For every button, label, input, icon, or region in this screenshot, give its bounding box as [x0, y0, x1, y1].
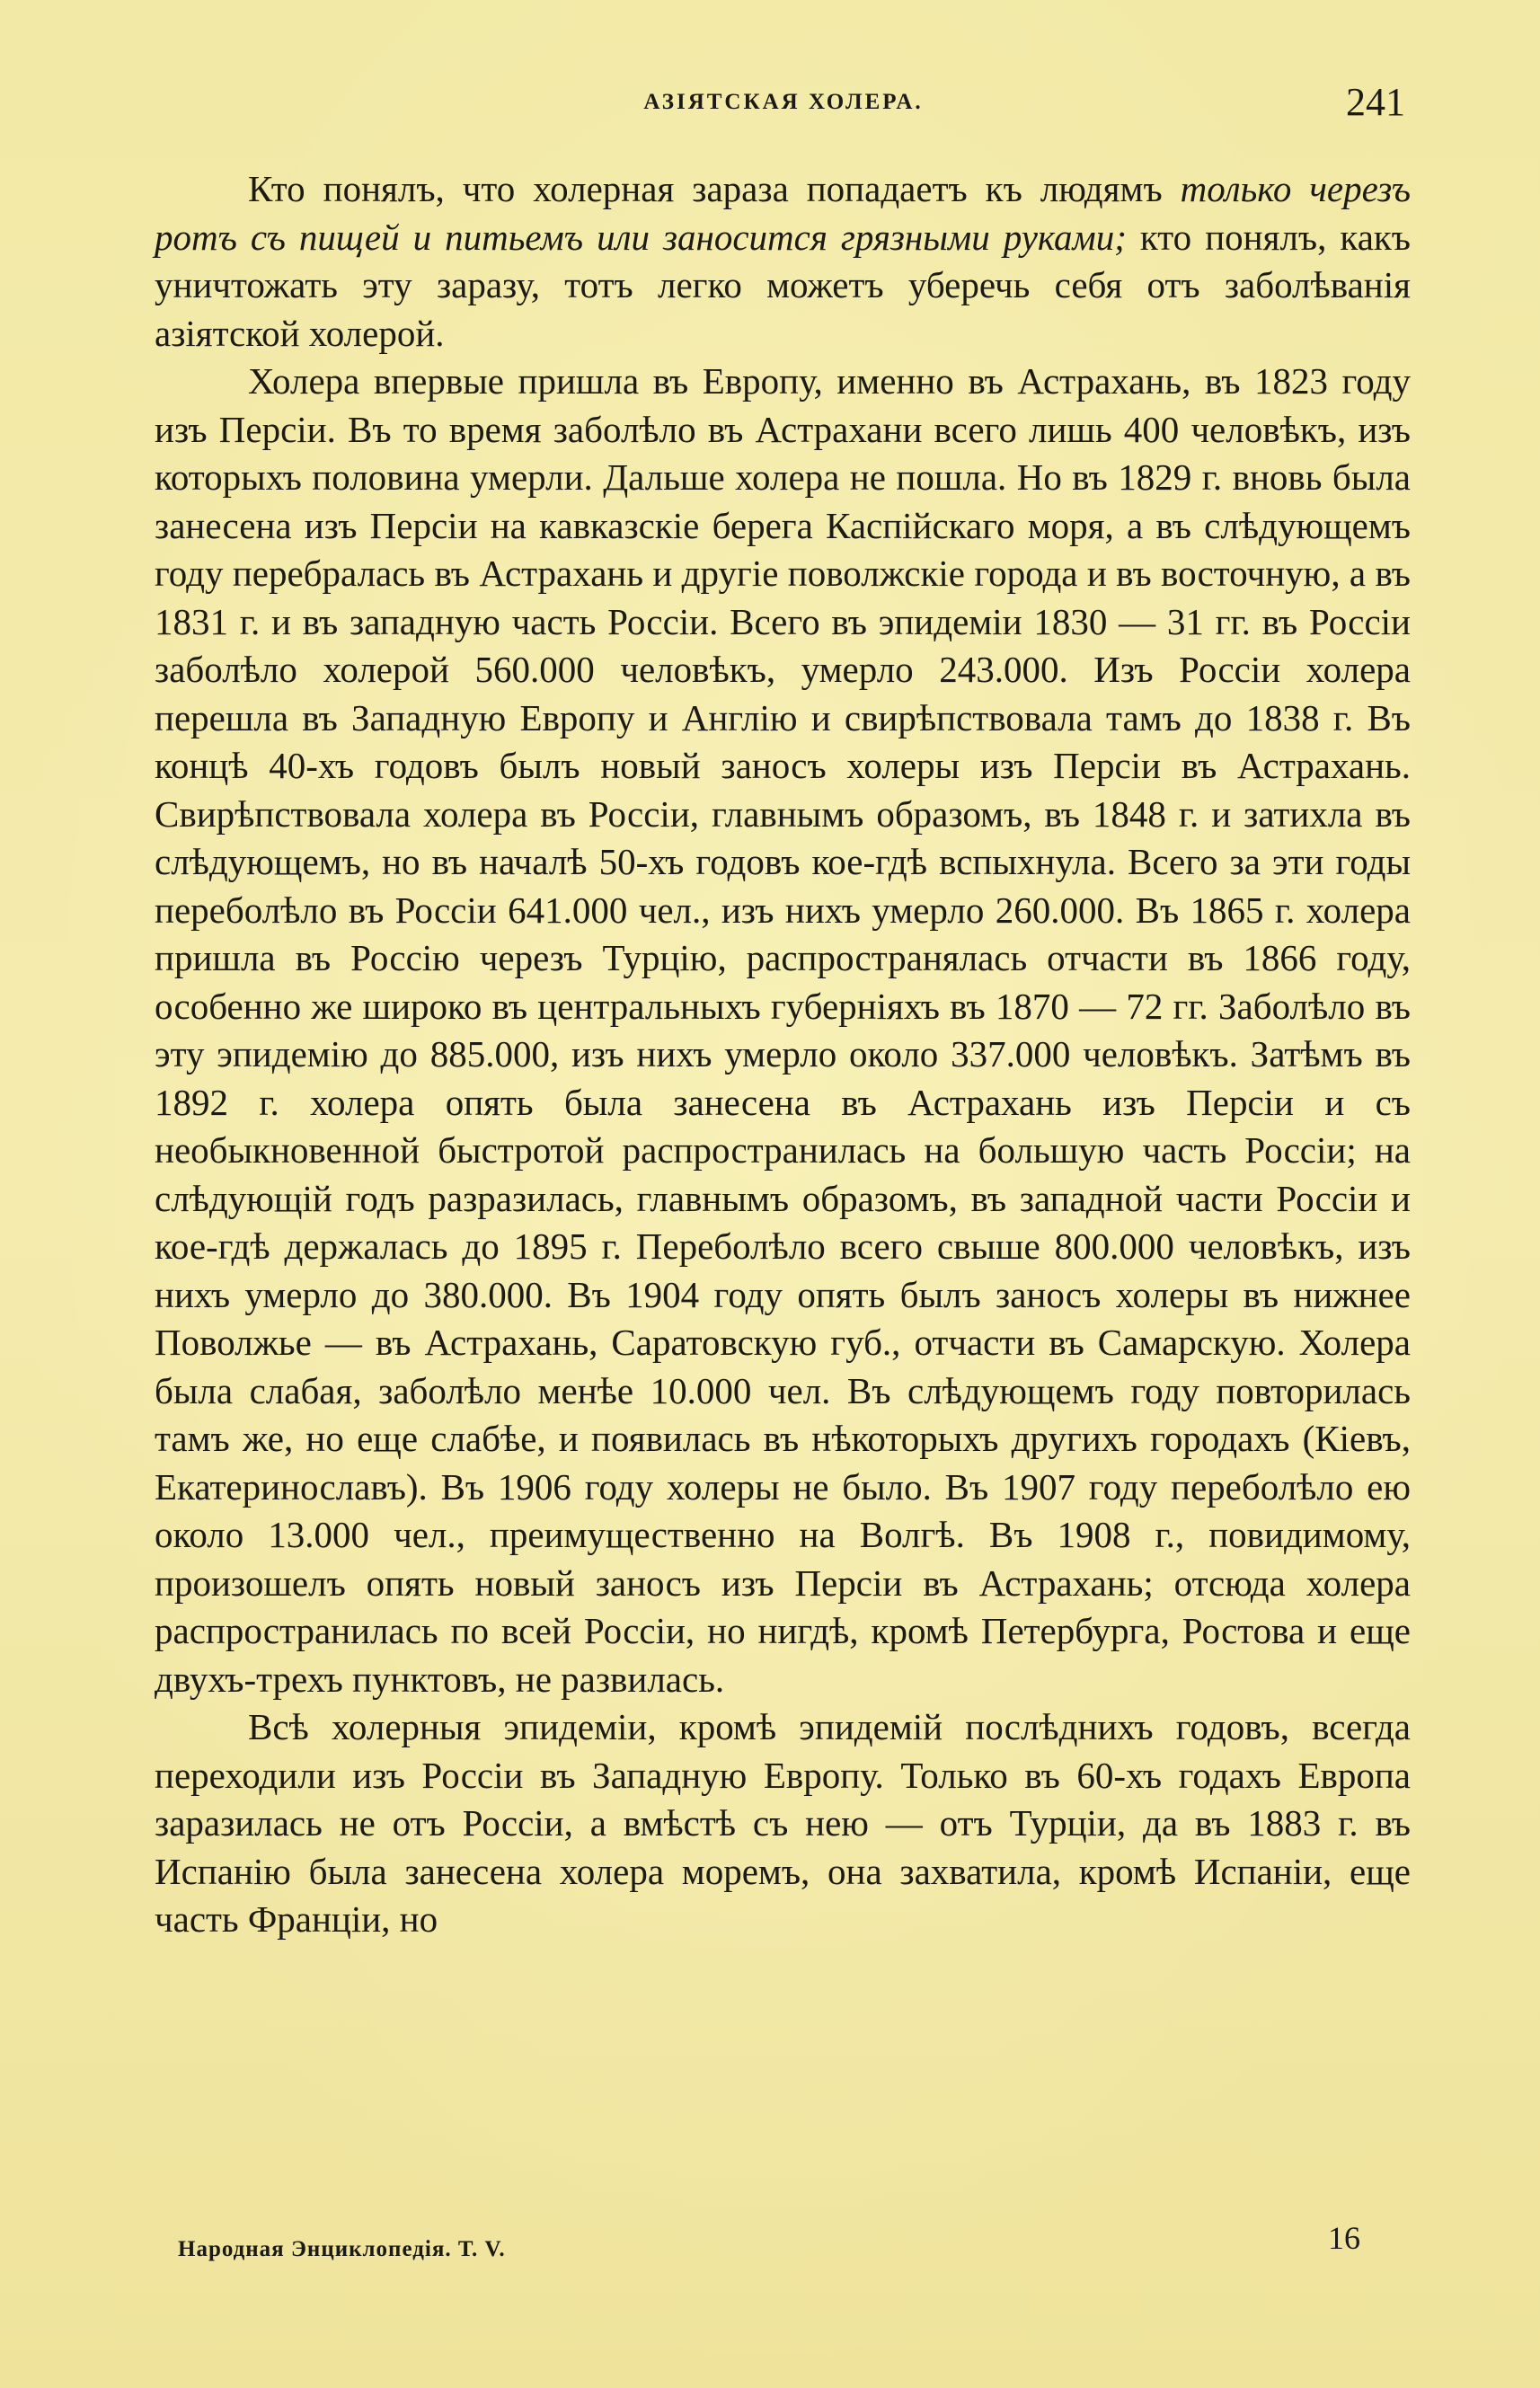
running-title: АЗІЯТСКАЯ ХОЛЕРА. [643, 90, 924, 114]
page-number: 241 [1346, 80, 1405, 124]
paragraph-3: Всѣ холерныя эпидеміи, кромѣ эпидемій послѣднихъ годовъ, всегда переходили изъ Россіи въ Западную Европу. Только въ 60-хъ годахъ Европа заразилась не отъ Россіи, а вмѣстѣ съ нею — отъ Турціи, да въ 1883 г. въ Испанію была занесена холера моремъ, она захватила, кромѣ Испаніи, еще часть Франціи, но [155, 1706, 1411, 1940]
paragraph-2: Холера впервые пришла въ Европу, именно въ Астрахань, въ 1823 году изъ Персіи. Въ то время заболѣло въ Астрахани всего лишь 400 человѣкъ, изъ которыхъ половина умерли. Дальше холера не пошла. Но въ 1829 г. вновь была занесена изъ Персіи на кавказскіе берега Каспійскаго моря, а въ слѣдующемъ году перебралась въ Астрахань и другіе поволжскіе города и въ восточную, а въ 1831 г. и въ западную часть Россіи. Всего въ эпидеміи 1830 — 31 гг. въ Россіи заболѣло холерой 560.000 человѣкъ, умерло 243.000. Изъ Россіи холера перешла въ Западную Европу и Англію и свирѣпствовала тамъ до 1838 г. Въ концѣ 40-хъ годовъ былъ новый заносъ холеры изъ Персіи въ Астрахань. Свирѣпствовала холера въ Россіи, главнымъ образомъ, въ 1848 г. и затихла въ слѣдующемъ, но въ началѣ 50-хъ годовъ кое-гдѣ вспыхнула. Всего за эти годы переболѣло въ Россіи 641.000 чел., изъ нихъ умерло 260.000. Въ 1865 г. холера пришла въ Россію черезъ Турцію, распространялась отчасти въ 1866 году, особенно же широко въ центральныхъ губерніяхъ въ 1870 — 72 гг. Заболѣло въ эту эпидемію до 885.000, изъ нихъ умерло около 337.000 человѣкъ. Затѣмъ въ 1892 г. холера опять была занесена въ Астрахань изъ Персіи и съ необыкновенной быстротой распространилась на большую часть Россіи; на слѣдующій годъ разразилась, главнымъ образомъ, въ западной части Россіи и кое-гдѣ держалась до 1895 г. Переболѣло всего свыше 800.000 человѣкъ, изъ нихъ умерло до 380.000. Въ 1904 году опять былъ заносъ холеры въ нижнее Поволжье — въ Астрахань, Саратовскую губ., отчасти въ Самарскую. Холера была слабая, заболѣло менѣе 10.000 чел. Въ слѣдующемъ году повторилась тамъ же, но еще слабѣе, и появилась въ нѣкоторыхъ другихъ городахъ (Кіевъ, Екатеринославъ). Въ 1906 году холеры не было. Въ 1907 году переболѣло ею около 13.000 чел., преимущественно на Волгѣ. Въ 1908 г., повидимому, произошелъ опять новый заносъ изъ Персіи въ Астрахань; отсюда холера распространилась по всей Россіи, но нигдѣ, кромѣ Петербурга, Ростова и еще двухъ-трехъ пунктовъ, не развилась. [155, 360, 1411, 1700]
running-head [153, 77, 1414, 128]
body-text [155, 165, 1411, 1944]
paragraph-1-lead: Кто понялъ, что холерная зараза попадаетъ къ людямъ [248, 168, 1181, 209]
footer-publication-title: Народная Энциклопедія. Т. V. [178, 2237, 506, 2261]
paragraph-1-emphasis: только черезъ ротъ съ пищей и питьемъ или заносится грязными руками; [155, 168, 1412, 258]
page-footer [178, 2219, 1360, 2273]
signature-mark: 16 [1328, 2220, 1360, 2256]
paragraph-1-tail: кто понялъ, какъ уничтожать эту заразу, тотъ легко можетъ уберечь себя отъ заболѣванія азіятской холерой. [155, 216, 1412, 354]
paragraph-1 [155, 165, 1411, 358]
